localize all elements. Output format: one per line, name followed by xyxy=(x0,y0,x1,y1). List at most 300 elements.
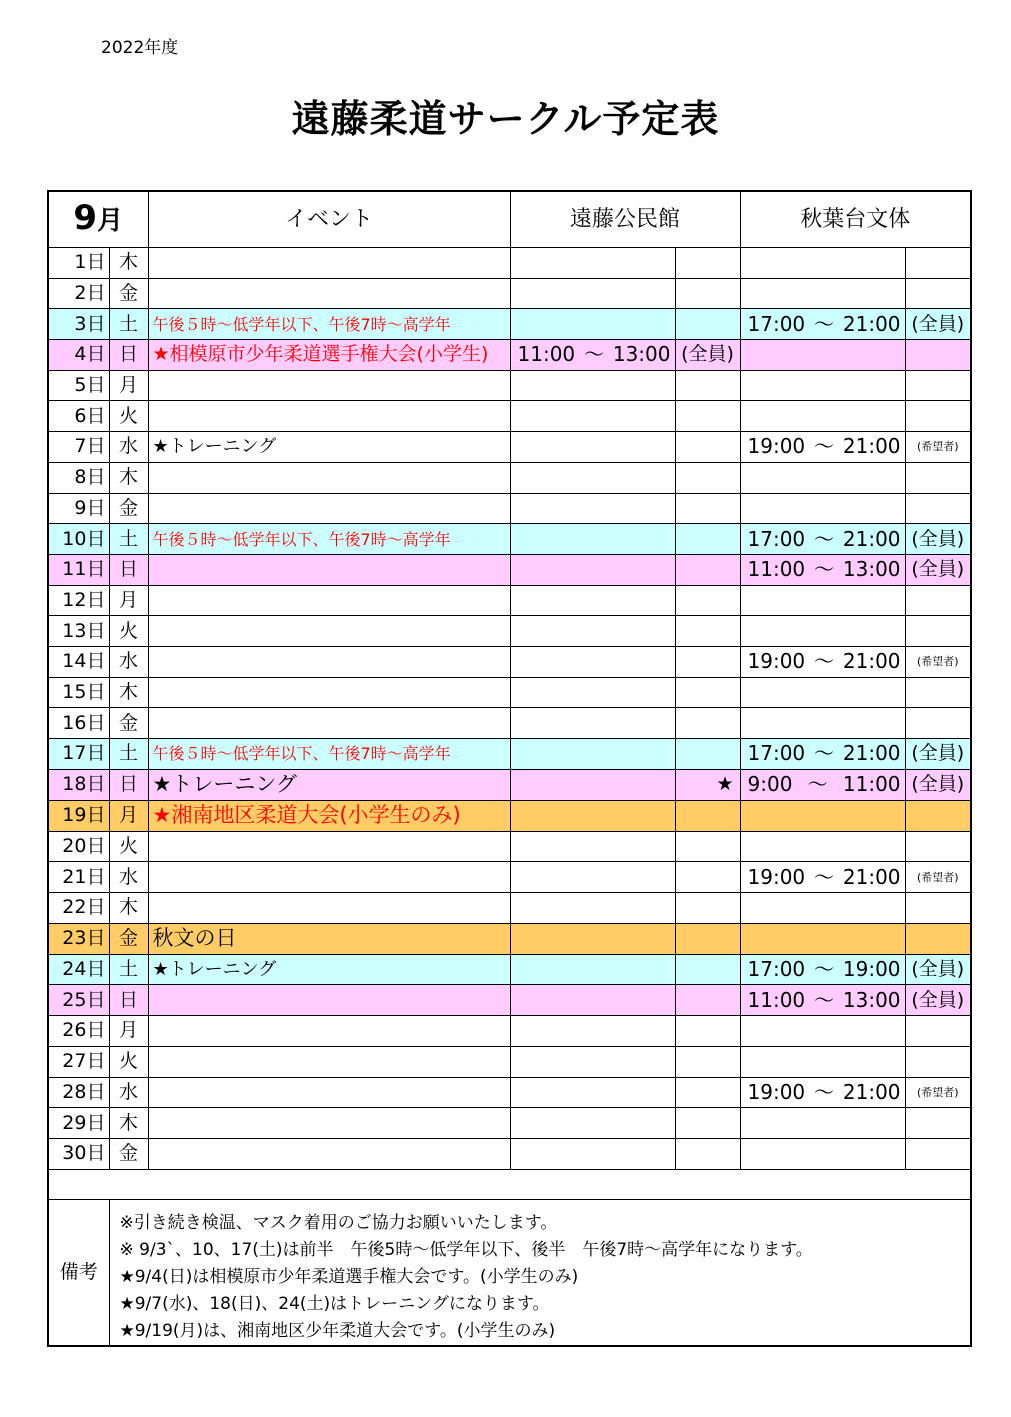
time-separator: ～ xyxy=(584,342,604,367)
akibadai-note-cell: (全員) xyxy=(905,769,971,800)
event-text: 午後５時～低学年以下、午後7時～高学年 xyxy=(152,529,451,549)
akibadai-time-cell-text xyxy=(741,770,905,799)
day-row xyxy=(48,1077,971,1108)
day-row xyxy=(48,708,971,739)
day-number: 29 xyxy=(62,1111,87,1134)
time-separator: ～ xyxy=(807,772,828,797)
endo-note-cell xyxy=(675,646,740,677)
akibadai-time-cell xyxy=(740,985,905,1016)
endo-note-cell xyxy=(675,309,740,340)
endo-time-cell xyxy=(510,708,675,739)
day-row xyxy=(48,923,971,954)
akibadai-note-cell xyxy=(905,677,971,708)
end-time: 13:00 xyxy=(842,987,901,1012)
end-time: 21:00 xyxy=(842,311,901,336)
day-suffix: 日 xyxy=(86,619,106,642)
day-suffix: 日 xyxy=(86,958,106,981)
day-row xyxy=(48,524,971,555)
day-suffix: 日 xyxy=(86,496,106,519)
day-suffix: 日 xyxy=(86,804,106,827)
day-number: 22 xyxy=(62,896,87,919)
notes-label: 備考 xyxy=(48,1199,109,1346)
endo-note-cell xyxy=(675,432,740,463)
day-row xyxy=(48,432,971,463)
endo-time-cell xyxy=(510,616,675,647)
endo-note-cell xyxy=(675,1016,740,1047)
event-cell xyxy=(148,1108,510,1139)
time-separator: ～ xyxy=(814,434,835,459)
weekday-cell: 木 xyxy=(109,1108,148,1139)
endo-time-cell xyxy=(510,340,675,371)
day-cell xyxy=(48,954,109,985)
day-suffix: 日 xyxy=(86,988,106,1011)
event-cell xyxy=(148,646,510,677)
start-time: 19:00 xyxy=(747,649,806,674)
day-cell xyxy=(48,585,109,616)
endo-time-cell xyxy=(510,800,675,831)
start-time: 19:00 xyxy=(747,864,806,889)
day-cell xyxy=(48,769,109,800)
endo-note-cell xyxy=(675,370,740,401)
weekday-cell: 月 xyxy=(109,585,148,616)
day-number: 28 xyxy=(62,1080,87,1103)
day-cell xyxy=(48,739,109,770)
day-suffix: 日 xyxy=(86,896,106,919)
weekday-cell: 土 xyxy=(109,309,148,340)
day-cell xyxy=(48,278,109,309)
weekday-cell: 火 xyxy=(109,1046,148,1077)
day-cell xyxy=(48,1077,109,1108)
day-row xyxy=(48,677,971,708)
event-text: ★トレーニング xyxy=(152,436,277,458)
endo-time-cell xyxy=(510,493,675,524)
start-time: 17:00 xyxy=(747,957,806,982)
akibadai-note-cell: (希望者) xyxy=(905,1077,971,1108)
day-suffix: 日 xyxy=(86,1111,106,1134)
endo-note-cell xyxy=(675,554,740,585)
day-suffix: 日 xyxy=(86,404,106,427)
day-row xyxy=(48,278,971,309)
weekday-cell: 日 xyxy=(109,985,148,1016)
endo-time-cell xyxy=(510,677,675,708)
akibadai-time-cell xyxy=(740,462,905,493)
event-cell xyxy=(148,432,510,463)
akibadai-time-cell-text xyxy=(741,739,905,768)
akibadai-time-cell xyxy=(740,554,905,585)
weekday-cell: 水 xyxy=(109,862,148,893)
akibadai-note-cell xyxy=(905,800,971,831)
month-suffix: 月 xyxy=(97,205,124,236)
day-row xyxy=(48,370,971,401)
day-number: 3 xyxy=(74,312,87,335)
weekday-cell: 木 xyxy=(109,677,148,708)
akibadai-time-cell xyxy=(740,1108,905,1139)
endo-note-cell xyxy=(675,524,740,555)
day-number: 23 xyxy=(62,927,87,950)
endo-note-cell xyxy=(675,1138,740,1169)
event-cell xyxy=(148,309,510,340)
akibadai-note-cell: (希望者) xyxy=(905,646,971,677)
event-text: ★トレーニング xyxy=(152,959,277,981)
day-row xyxy=(48,401,971,432)
akibadai-note-cell xyxy=(905,1046,971,1077)
endo-time-cell xyxy=(510,370,675,401)
day-row xyxy=(48,831,971,862)
event-cell xyxy=(148,1016,510,1047)
akibadai-time-cell-text xyxy=(741,555,905,584)
weekday-cell: 月 xyxy=(109,800,148,831)
akibadai-time-cell xyxy=(740,585,905,616)
weekday-cell: 火 xyxy=(109,616,148,647)
day-cell xyxy=(48,862,109,893)
endo-time-cell xyxy=(510,554,675,585)
endo-time-cell xyxy=(510,1077,675,1108)
day-row xyxy=(48,340,971,371)
time-separator: ～ xyxy=(814,741,835,766)
page-title: 遠藤柔道サークル予定表 xyxy=(291,97,720,141)
event-cell xyxy=(148,585,510,616)
day-suffix: 日 xyxy=(86,742,106,765)
endo-note-cell xyxy=(675,862,740,893)
time-separator: ～ xyxy=(814,557,835,582)
event-text: ★湘南地区柔道大会(小学生のみ) xyxy=(152,802,461,827)
akibadai-note-cell xyxy=(905,1138,971,1169)
day-row xyxy=(48,493,971,524)
event-cell xyxy=(148,616,510,647)
endo-time-cell xyxy=(510,278,675,309)
akibadai-time-cell xyxy=(740,800,905,831)
akibadai-note-cell xyxy=(905,248,971,279)
endo-note-cell xyxy=(675,739,740,770)
akibadai-time-cell-text xyxy=(741,310,905,339)
day-row xyxy=(48,248,971,279)
akibadai-note-cell: (全員) xyxy=(905,309,971,340)
endo-time-cell xyxy=(510,893,675,924)
spacer-cell xyxy=(48,1169,971,1199)
header-row xyxy=(48,191,971,248)
akibadai-note-cell xyxy=(905,923,971,954)
akibadai-note-cell xyxy=(905,401,971,432)
endo-time-cell xyxy=(510,585,675,616)
day-number: 15 xyxy=(62,680,87,703)
start-time: 17:00 xyxy=(747,311,806,336)
start-time: 19:00 xyxy=(747,434,806,459)
endo-time-cell xyxy=(510,1138,675,1169)
akibadai-time-cell-text xyxy=(741,955,905,984)
day-cell xyxy=(48,462,109,493)
start-time: 19:00 xyxy=(747,1079,806,1104)
endo-time-cell xyxy=(510,954,675,985)
day-suffix: 日 xyxy=(86,927,106,950)
day-number: 25 xyxy=(62,988,87,1011)
endo-note-cell xyxy=(675,1108,740,1139)
akibadai-note-cell xyxy=(905,708,971,739)
weekday-cell: 火 xyxy=(109,831,148,862)
weekday-cell: 日 xyxy=(109,769,148,800)
day-row xyxy=(48,893,971,924)
day-suffix: 日 xyxy=(86,680,106,703)
akibadai-note-cell: (全員) xyxy=(905,554,971,585)
akibadai-note-cell xyxy=(905,616,971,647)
akibadai-time-cell xyxy=(740,1077,905,1108)
day-number: 14 xyxy=(62,650,87,673)
endo-time-cell xyxy=(510,309,675,340)
akibadai-time-cell xyxy=(740,739,905,770)
akibadai-time-cell-text xyxy=(741,432,905,461)
day-cell xyxy=(48,616,109,647)
akibadai-note-cell xyxy=(905,493,971,524)
day-cell xyxy=(48,309,109,340)
day-cell xyxy=(48,923,109,954)
day-number: 9 xyxy=(74,496,87,519)
event-cell xyxy=(148,800,510,831)
end-time: 21:00 xyxy=(842,649,901,674)
endo-time-cell-text xyxy=(511,340,675,369)
weekday-cell: 金 xyxy=(109,493,148,524)
day-number: 12 xyxy=(62,588,87,611)
day-number: 30 xyxy=(62,1142,87,1165)
day-row xyxy=(48,862,971,893)
endo-time-cell xyxy=(510,524,675,555)
endo-note-cell xyxy=(675,1046,740,1077)
notes-body xyxy=(109,1199,971,1346)
day-cell xyxy=(48,646,109,677)
day-cell xyxy=(48,677,109,708)
event-cell xyxy=(148,462,510,493)
start-time: 9:00 xyxy=(747,772,793,797)
event-cell xyxy=(148,1138,510,1169)
start-time: 11:00 xyxy=(747,557,806,582)
day-cell xyxy=(48,1046,109,1077)
day-number: 13 xyxy=(62,619,87,642)
end-time: 11:00 xyxy=(842,772,901,797)
weekday-cell: 木 xyxy=(109,462,148,493)
event-cell xyxy=(148,554,510,585)
start-time: 17:00 xyxy=(747,526,806,551)
akibadai-time-cell xyxy=(740,677,905,708)
day-cell xyxy=(48,432,109,463)
akibadai-time-cell xyxy=(740,340,905,371)
day-row xyxy=(48,954,971,985)
end-time: 21:00 xyxy=(842,434,901,459)
weekday-cell: 木 xyxy=(109,248,148,279)
endo-time-cell xyxy=(510,248,675,279)
end-time: 21:00 xyxy=(842,864,901,889)
day-cell xyxy=(48,401,109,432)
event-cell xyxy=(148,769,510,800)
note-line: ★9/19(月)は、湘南地区少年柔道大会です。(小学生のみ) xyxy=(119,1320,556,1341)
note-line: ※ 9/3`、10、17(土)は前半 午後5時～低学年以下、後半 午後7時～高学年になります。 xyxy=(119,1239,813,1260)
day-suffix: 日 xyxy=(86,435,106,458)
akibadai-time-cell xyxy=(740,893,905,924)
akibadai-time-cell xyxy=(740,278,905,309)
event-cell xyxy=(148,401,510,432)
end-time: 21:00 xyxy=(842,741,901,766)
weekday-cell: 火 xyxy=(109,401,148,432)
event-cell xyxy=(148,985,510,1016)
day-cell xyxy=(48,248,109,279)
akibadai-time-cell xyxy=(740,769,905,800)
day-number: 4 xyxy=(74,343,87,366)
day-number: 2 xyxy=(74,282,87,305)
day-row xyxy=(48,739,971,770)
day-row xyxy=(48,585,971,616)
endo-time-cell xyxy=(510,769,675,800)
notes-row xyxy=(48,1199,971,1346)
column-header-event: イベント xyxy=(148,191,510,248)
day-number: 8 xyxy=(74,466,87,489)
akibadai-note-cell: (全員) xyxy=(905,954,971,985)
akibadai-time-cell xyxy=(740,831,905,862)
weekday-cell: 月 xyxy=(109,370,148,401)
time-separator: ～ xyxy=(814,1079,835,1104)
endo-note-cell xyxy=(675,708,740,739)
day-row xyxy=(48,769,971,800)
end-time: 19:00 xyxy=(842,957,901,982)
day-cell xyxy=(48,1016,109,1047)
day-number: 17 xyxy=(62,742,87,765)
end-time: 13:00 xyxy=(612,342,671,367)
akibadai-note-cell: (全員) xyxy=(905,739,971,770)
weekday-cell: 金 xyxy=(109,1138,148,1169)
akibadai-time-cell-text xyxy=(741,1078,905,1107)
day-row xyxy=(48,462,971,493)
day-row xyxy=(48,1046,971,1077)
day-suffix: 日 xyxy=(86,251,106,274)
akibadai-note-cell: (全員) xyxy=(905,985,971,1016)
event-cell xyxy=(148,893,510,924)
endo-time-cell xyxy=(510,646,675,677)
endo-note-cell xyxy=(675,923,740,954)
weekday-cell: 水 xyxy=(109,1077,148,1108)
endo-note-cell xyxy=(675,278,740,309)
day-suffix: 日 xyxy=(86,650,106,673)
day-cell xyxy=(48,800,109,831)
day-number: 10 xyxy=(62,527,87,550)
day-suffix: 日 xyxy=(86,527,106,550)
endo-note-cell xyxy=(675,893,740,924)
day-suffix: 日 xyxy=(86,282,106,305)
endo-note-cell xyxy=(675,1077,740,1108)
day-suffix: 日 xyxy=(86,374,106,397)
day-number: 6 xyxy=(74,404,87,427)
day-suffix: 日 xyxy=(86,773,106,796)
event-cell xyxy=(148,862,510,893)
day-cell xyxy=(48,708,109,739)
day-number: 19 xyxy=(62,804,87,827)
day-cell xyxy=(48,340,109,371)
column-header-endo-kominkan: 遠藤公民館 xyxy=(510,191,740,248)
time-separator: ～ xyxy=(814,526,835,551)
akibadai-note-cell xyxy=(905,462,971,493)
day-number: 24 xyxy=(62,958,87,981)
time-separator: ～ xyxy=(814,311,835,336)
endo-note-cell xyxy=(675,616,740,647)
weekday-cell: 水 xyxy=(109,432,148,463)
akibadai-time-cell xyxy=(740,954,905,985)
day-cell xyxy=(48,893,109,924)
day-row xyxy=(48,1108,971,1139)
day-cell xyxy=(48,985,109,1016)
event-text: 午後５時～低学年以下、午後7時～高学年 xyxy=(152,314,451,334)
day-number: 18 xyxy=(62,773,87,796)
event-cell xyxy=(148,831,510,862)
day-suffix: 日 xyxy=(86,1080,106,1103)
day-suffix: 日 xyxy=(86,343,106,366)
end-time: 21:00 xyxy=(842,526,901,551)
akibadai-time-cell xyxy=(740,432,905,463)
start-time: 11:00 xyxy=(517,342,576,367)
day-suffix: 日 xyxy=(86,865,106,888)
day-number: 16 xyxy=(62,711,87,734)
day-row xyxy=(48,616,971,647)
day-cell xyxy=(48,831,109,862)
weekday-cell: 土 xyxy=(109,524,148,555)
akibadai-time-cell xyxy=(740,248,905,279)
endo-time-cell xyxy=(510,462,675,493)
akibadai-time-cell xyxy=(740,524,905,555)
event-cell xyxy=(148,248,510,279)
day-number: 5 xyxy=(74,374,87,397)
weekday-cell: 日 xyxy=(109,554,148,585)
weekday-cell: 月 xyxy=(109,1016,148,1047)
day-number: 26 xyxy=(62,1019,87,1042)
endo-time-cell xyxy=(510,985,675,1016)
akibadai-time-cell-text xyxy=(741,986,905,1015)
akibadai-note-cell xyxy=(905,1016,971,1047)
endo-time-cell xyxy=(510,862,675,893)
akibadai-time-cell xyxy=(740,616,905,647)
day-row xyxy=(48,309,971,340)
event-cell xyxy=(148,1077,510,1108)
endo-time-cell xyxy=(510,739,675,770)
day-suffix: 日 xyxy=(86,588,106,611)
day-suffix: 日 xyxy=(86,711,106,734)
month-number: 9 xyxy=(73,197,98,238)
endo-note-cell xyxy=(675,954,740,985)
akibadai-time-cell xyxy=(740,862,905,893)
event-cell xyxy=(148,1046,510,1077)
akibadai-note-cell xyxy=(905,1108,971,1139)
weekday-cell: 水 xyxy=(109,646,148,677)
endo-time-cell xyxy=(510,432,675,463)
akibadai-time-cell xyxy=(740,1046,905,1077)
event-cell xyxy=(148,493,510,524)
day-cell xyxy=(48,370,109,401)
weekday-cell: 金 xyxy=(109,278,148,309)
endo-note-cell: ★ xyxy=(675,769,740,800)
event-cell xyxy=(148,524,510,555)
endo-note-cell xyxy=(675,831,740,862)
akibadai-note-cell: (全員) xyxy=(905,524,971,555)
day-number: 20 xyxy=(62,835,87,858)
day-suffix: 日 xyxy=(86,466,106,489)
event-cell xyxy=(148,340,510,371)
event-text: ★トレーニング xyxy=(152,771,297,796)
day-cell xyxy=(48,1138,109,1169)
endo-time-cell xyxy=(510,401,675,432)
day-cell xyxy=(48,554,109,585)
schedule-table xyxy=(47,190,972,1347)
akibadai-time-cell-text xyxy=(741,863,905,892)
event-cell xyxy=(148,677,510,708)
endo-time-cell xyxy=(510,1108,675,1139)
note-line: ※引き続き検温、マスク着用のご協力お願いいたします。 xyxy=(119,1212,558,1233)
day-row xyxy=(48,646,971,677)
day-suffix: 日 xyxy=(86,312,106,335)
weekday-cell: 土 xyxy=(109,739,148,770)
day-number: 27 xyxy=(62,1050,87,1073)
